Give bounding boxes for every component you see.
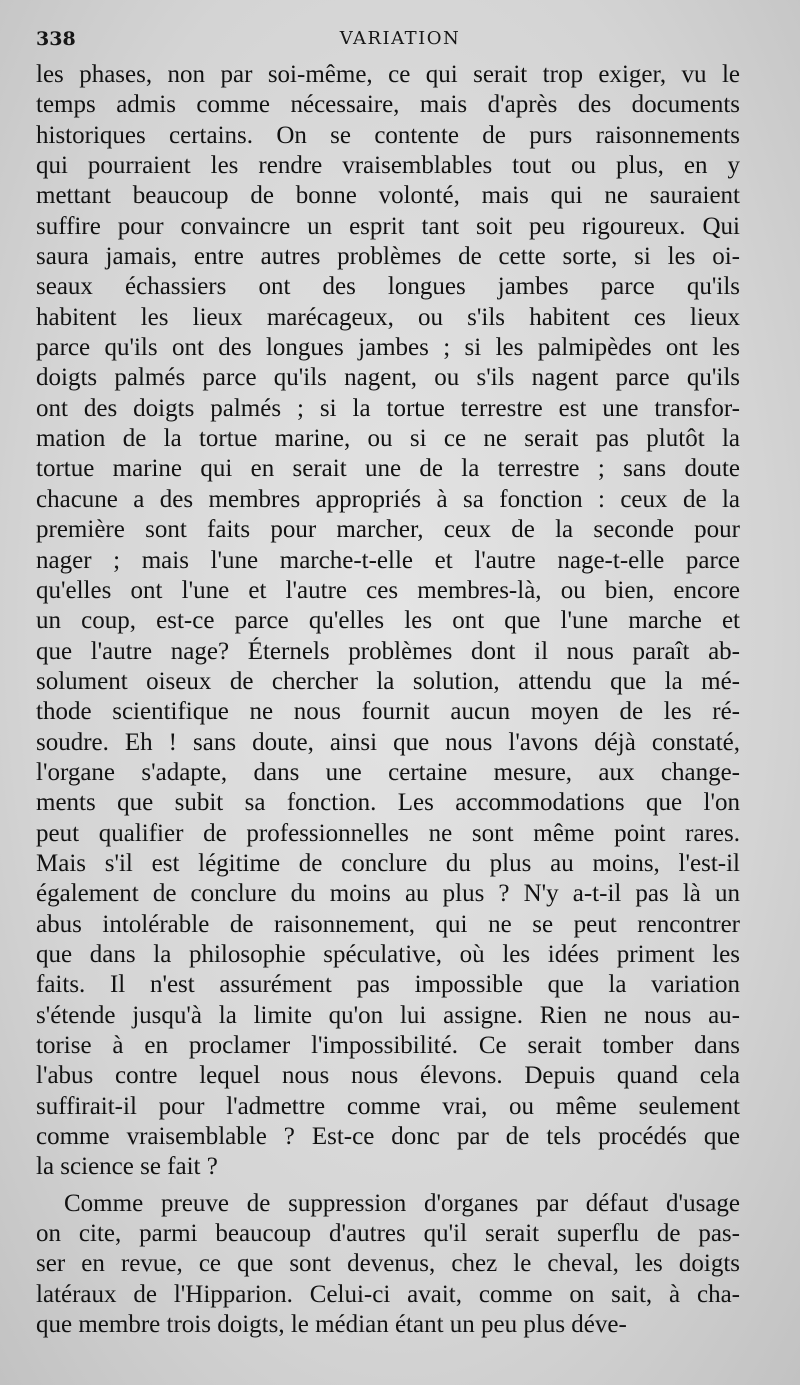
text-line: que membre trois doigts, le médian étant un peu plus déve- [36, 1311, 627, 1339]
text-line: un coup, est-ce parce qu'elles les ont que l'une marche et [36, 607, 740, 635]
paragraph [36, 1189, 740, 1341]
text-line: on cite, parmi beaucoup d'autres qu'il serait superflu de pas- [36, 1220, 740, 1248]
text-line: soudre. Eh ! sans doute, ainsi que nous l'avons déjà constaté, [36, 728, 740, 756]
text-line: comme vraisemblable ? Est-ce donc par de tels procédés que [36, 1123, 740, 1151]
body-text [36, 60, 740, 1340]
text-line: latéraux de l'Hipparion. Celui-ci avait, comme on sait, à cha- [36, 1280, 740, 1308]
text-line: que l'autre nage? Éternels problèmes dont il nous paraît ab- [36, 637, 740, 665]
text-line: qui pourraient les rendre vraisemblables tout ou plus, en y [36, 152, 740, 180]
text-line: suffirait-il pour l'admettre comme vrai, ou même seulement [36, 1092, 740, 1120]
paragraph [36, 60, 740, 1183]
text-line: historiques certains. On se contente de purs raisonnements [36, 121, 740, 149]
text-line: l'abus contre lequel nous nous élevons. Depuis quand cela [36, 1062, 740, 1090]
text-line: peut qualifier de professionnelles ne sont même point rares. [36, 819, 740, 847]
text-line: s'étende jusqu'à la limite qu'on lui assigne. Rien ne nous au- [36, 1001, 740, 1029]
text-line: ser en revue, ce que sont devenus, chez le cheval, les doigts [36, 1250, 740, 1278]
text-line: ments que subit sa fonction. Les accommodations que l'on [36, 789, 740, 817]
running-header [36, 26, 764, 54]
text-line: également de conclure du moins au plus ? N'y a-t-il pas là un [36, 880, 740, 908]
text-line: parce qu'ils ont des longues jambes ; si les palmipèdes ont les [36, 334, 740, 362]
text-line: ont des doigts palmés ; si la tortue terrestre est une transfor- [36, 394, 740, 422]
text-line: saura jamais, entre autres problèmes de cette sorte, si les oi- [36, 243, 740, 271]
text-line: mettant beaucoup de bonne volonté, mais qui ne sauraient [36, 182, 740, 210]
text-line: tortue marine qui en serait une de la terrestre ; sans doute [36, 455, 740, 483]
text-line: habitent les lieux marécageux, ou s'ils habitent ces lieux [36, 303, 740, 331]
text-line: torise à en proclamer l'impossibilité. Ce serait tomber dans [36, 1032, 740, 1059]
text-line: doigts palmés parce qu'ils nagent, ou s'ils nagent parce qu'ils [36, 364, 740, 392]
text-line: solument oiseux de chercher la solution, attendu que la mé- [36, 667, 740, 695]
text-line: faits. Il n'est assurément pas impossible que la variation [36, 971, 740, 999]
text-line: Mais s'il est légitime de conclure du plus au moins, l'est-il [36, 849, 740, 877]
text-line: temps admis comme nécessaire, mais d'après des documents [36, 91, 740, 119]
running-title: VARIATION [339, 28, 461, 49]
text-line: que dans la philosophie spéculative, où les idées priment les [36, 940, 740, 968]
text-line: la science se fait ? [36, 1153, 218, 1181]
text-line: nager ; mais l'une marche-t-elle et l'autre nage-t-elle parce [36, 546, 740, 574]
text-line: suffire pour convaincre un esprit tant soit peu rigoureux. Qui [36, 212, 740, 240]
text-line: qu'elles ont l'une et l'autre ces membres-là, ou bien, encore [36, 576, 740, 604]
text-line: abus intolérable de raisonnement, qui ne se peut rencontrer [36, 910, 740, 938]
text-line: première sont faits pour marcher, ceux de la seconde pour [36, 516, 740, 544]
text-line: les phases, non par soi-même, ce qui serait trop exiger, vu le [36, 61, 740, 88]
page-number: 338 [36, 28, 76, 50]
text-line: Comme preuve de suppression d'organes par défaut d'usage [64, 1189, 740, 1217]
text-line: mation de la tortue marine, ou si ce ne serait pas plutôt la [36, 425, 740, 453]
text-line: thode scientifique ne nous fournit aucun moyen de les ré- [36, 698, 740, 726]
text-line: l'organe s'adapte, dans une certaine mesure, aux change- [36, 758, 740, 786]
text-line: chacune a des membres appropriés à sa fonction : ceux de la [36, 485, 740, 513]
text-line: seaux échassiers ont des longues jambes parce qu'ils [36, 273, 740, 301]
